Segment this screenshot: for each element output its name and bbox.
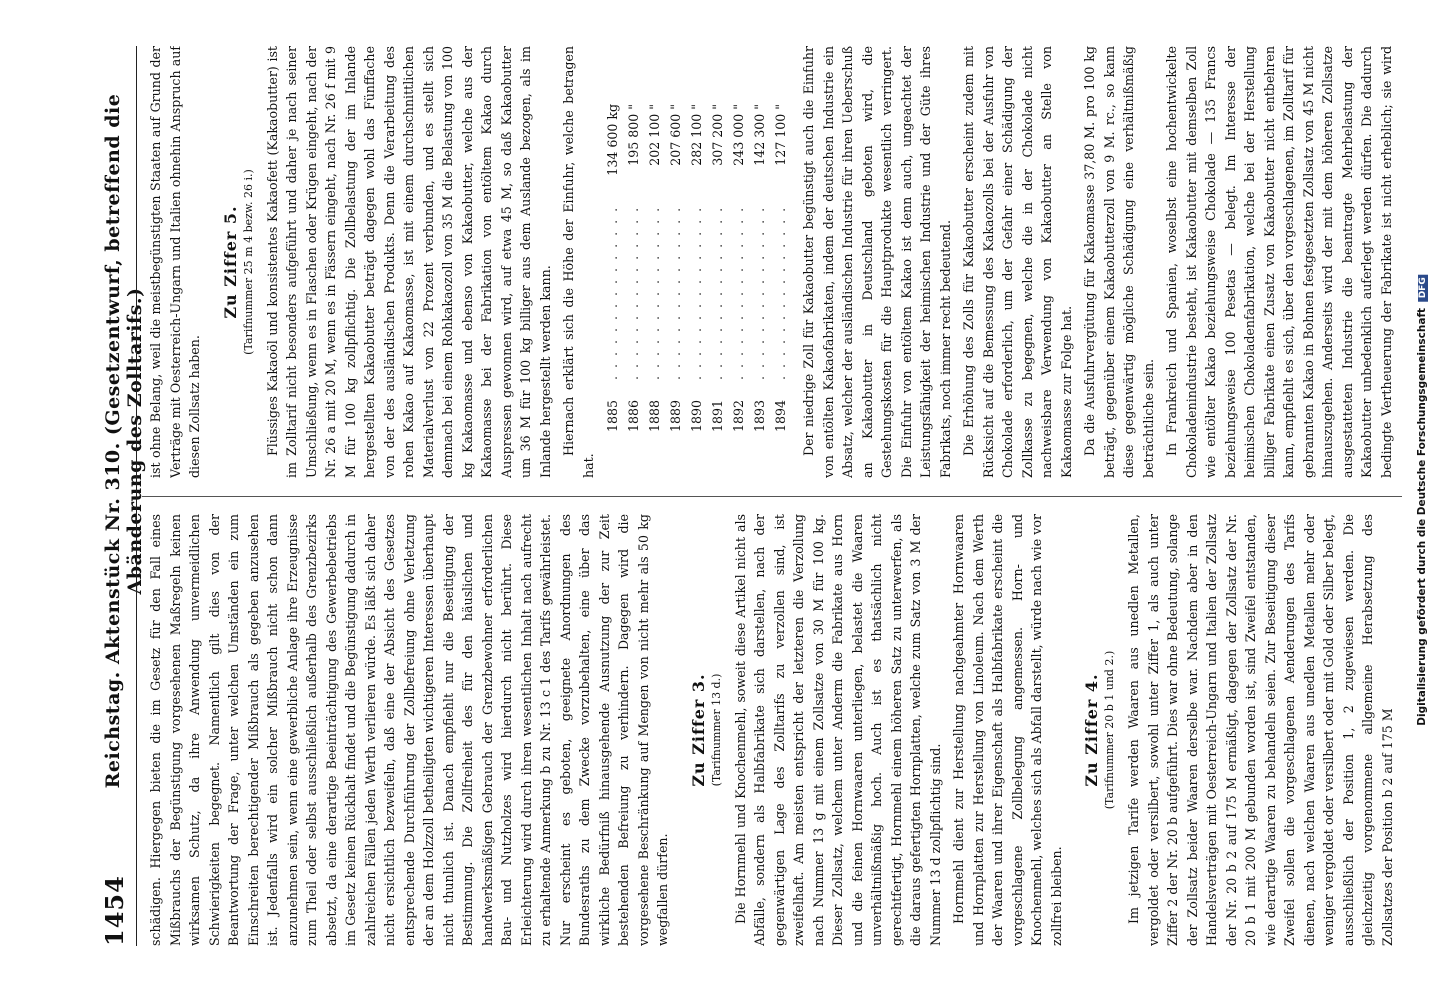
section-heading: Zu Ziffer 4. bbox=[1082, 673, 1101, 787]
import-row bbox=[665, 98, 686, 438]
import-value: 195 800 " bbox=[626, 103, 641, 166]
paragraph: Der niedrige Zoll für Kakaobutter begünstigt auch die Einfuhr von entölten Kakaofabrikaten, indem der deutschen Industrie ein Absatz, welcher der ausländischen Industrie für ihren Ueberschuß an Kakaobutter in Deutschland geboten wird, die Gestehungskosten für die Hauptprodukte wesentlich verringert. Die Einfuhr von entöltem Kakao ist denn auch, ungeachtet der Leistungsfähigkeit der heimischen Industrie und der Güte ihres Fabrikats, noch immer recht bedeutend. bbox=[801, 46, 953, 478]
import-value: 142 300 " bbox=[752, 103, 767, 166]
running-title: Reichstag. Aktenstück Nr. 310. (Gesetzentwurf, betreffend die Abänderung des Zolltarifs.) bbox=[102, 93, 146, 789]
section-subheading: (Tarifnummer 13 d.) bbox=[709, 673, 723, 787]
import-row bbox=[623, 98, 644, 438]
leader-dots: . . . . . . . . . . . . . . . bbox=[647, 205, 662, 380]
paragraph: ist ohne Belang, weil die meistbegünstigten Staaten auf Grund der Verträge mit Oesterreich-Ungarn und Italien ohnehin Anspruch auf diesen Zollsatz haben. bbox=[148, 46, 202, 478]
paragraph: In Frankreich und Spanien, woselbst eine hochentwickelte Chokoladenindustrie besteht, ist Kakaobutter mit demselben Zoll wie entölter Kakao beziehungsweise Chokolade — 135 Francs beziehungsweise 100 Pesetas — belegt. Im Interesse der heimischen Chokoladenfabrikation, welche bei der Herstellung billiger Fabrikate einen Zusatz von Kakaobutter nicht entbehren kann, empfiehlt es sich, über den vorgeschlagenen, im Zolltarif für gebrannten Kakao in Bohnen festgesetzten Zollsatz von 45 M nicht hinauszugehen. Anderseits wird der mit dem höheren Zollsatze ausgestatteten Industrie die beantragte Mehrbelastung der Kakaobutter unbedenklich auferlegt werden dürfen. Die dadurch bedingte Vertheuerung der Fabrikate ist nicht erheblich; sie wird bbox=[1164, 46, 1394, 478]
paragraph: schädigen. Hiergegen bieten die im Gesetz für den Fall eines Mißbrauchs der Begünstigung vorgesehenen Maßregeln keinen wirksamen Schutz, da ihre Anwendung unvermeidlichen Schwierigkeiten begegnet. Namentlich gilt dies von der Beantwortung der Frage, unter welchen Umständen ein zum Einschreiten berechtigender Mißbrauch als gegeben anzusehen ist. Jedenfalls wird ein solcher Mißbrauch nicht schon dann anzunehmen sein, wenn eine gewerbliche Anlage ihre Erzeugnisse zum Theil oder selbst ausschließlich außerhalb des Grenzbezirks absetzt, da eine derartige Beeinträchtigung des Gewerbebetriebs im Gesetz keinen Rückhalt findet und die Begünstigung dadurch in zahlreichen Fällen jeden Werth verlieren würde. Es läßt sich daher nicht ersichtlich bezweifeln, daß eine der Absicht des Gesetzes entsprechende Durchführung der Zollbefreiung ohne Verletzung der an dem Holzzoll betheiligten wichtigeren Interessen überhaupt nicht thunlich ist. Danach empfiehlt nur die Beseitigung der Bestimmung. Die Zollfreiheit des für den häuslichen und handwerksmäßigen Gebrauch der Grenzbewohner erforderlichen Bau- und Nutzholzes wird hierdurch nicht berührt. Diese Erleichterung wird durch ihren wesentlichen Inhalt nach aufrecht zu erhaltende Anmerkung b zu Nr. 13 c 1 des Tarifs gewährleistet. Nur erscheint es geboten, geeignete Anordnungen des Bundesraths zu dem Zwecke vorzubehalten, eine über das wirkliche Bedürfniß hinausgehende Ausnutzung der zur Zeit bestehenden Befreiung zu verhindern. Dagegen wird die vorgesehene Beschränkung auf Mengen von nicht mehr als 50 kg wegfallen dürfen. bbox=[148, 514, 670, 946]
section-subheading: (Tarifnummer 20 b 1 und 2.) bbox=[1103, 650, 1116, 810]
import-row bbox=[749, 98, 770, 438]
leader-dots: . . . . . . . . . . . . . . . bbox=[605, 205, 620, 380]
import-value: 307 200 " bbox=[710, 103, 725, 166]
import-row bbox=[644, 98, 665, 438]
left-column bbox=[146, 514, 1396, 946]
import-value: 134 600 kg bbox=[605, 103, 620, 176]
page-number: 1454 bbox=[100, 875, 129, 946]
import-row bbox=[728, 98, 749, 438]
dfg-note-text: Digitalisierung gefördert durch die Deutsche Forschungsgemeinschaft bbox=[1416, 307, 1428, 726]
import-year: 1894 bbox=[773, 399, 788, 432]
import-value: 282 100 " bbox=[689, 103, 704, 166]
leader-dots: . . . . . . . . . . . . . . . bbox=[626, 205, 641, 380]
section-heading: Zu Ziffer 3. bbox=[688, 673, 708, 787]
import-year: 1893 bbox=[752, 399, 767, 432]
section-subheading: (Tarifnummer 25 m 4 bezw. 26 i.) bbox=[241, 169, 255, 355]
import-row bbox=[707, 98, 728, 438]
leader-dots: . . . . . . . . . . . . . . . bbox=[731, 205, 746, 380]
import-year: 1892 bbox=[731, 399, 746, 432]
import-year: 1889 bbox=[668, 399, 683, 432]
leader-dots: . . . . . . . . . . . . . . . bbox=[668, 205, 683, 380]
import-year: 1885 bbox=[605, 399, 620, 432]
import-value: 202 100 " bbox=[647, 103, 662, 166]
leader-dots: . . . . . . . . . . . . . . . bbox=[773, 205, 788, 380]
import-row bbox=[686, 98, 707, 438]
import-year: 1890 bbox=[689, 399, 704, 432]
import-row bbox=[770, 98, 791, 438]
page-header bbox=[96, 46, 146, 946]
leader-dots: . . . . . . . . . . . . . . . bbox=[689, 205, 704, 380]
header-rule bbox=[136, 46, 137, 946]
paragraph: Hornmehl dient zur Herstellung nachgeahmter Hornwaaren und Hornplatten zur Herstellung von Linoleum. Nach dem Werth der Waaren und ihrer Eigenschaft als Halbfabrikate erscheint die vorgeschlagene Zollbelegung angemessen. Horn- und Knochenmehl, welches sich als Abfall darstellt, würde nach wie vor zollfrei bleiben. bbox=[951, 514, 1064, 946]
paragraph: Da die Ausfuhrvergütung für Kakaomasse 37,80 M. pro 100 kg beträgt, gegenüber einem Kakaobutterzoll von 9 M. rc., so kann diese gegenwärtig mögliche Schädigung eine verhältnißmäßig beträchtliche sein. bbox=[1082, 46, 1156, 478]
document-page bbox=[96, 46, 1416, 946]
section-heading: Zu Ziffer 5. bbox=[220, 205, 240, 319]
paragraph: Die Hornmehl und Knochenmehl, soweit diese Artikel nicht als Abfälle, sondern als Halbfabrikate sich darstellen, nach der gegenwärtigen Lage des Zolltarifs zu verzollen sind, ist zweifelhaft. Am meisten entspricht der letzteren die Verzollung nach Nummer 13 g mit einem Zollsatze von 30 M für 100 kg. Dieser Zollsatz, welchem unter Anderm die Fabrikate aus Horn und die feinen Hornwaaren unterliegen, belastet die Waaren unverhältnißmäßig hoch. Auch ist es thatsächlich nicht gerechtfertigt, Hornmehl einem höheren Satz zu unterwerfen, als die daraus gefertigten Hornplatten, welche zum Satz von 3 M der Nummer 13 d zollpflichtig sind. bbox=[732, 514, 943, 946]
import-value: 243 000 " bbox=[731, 103, 746, 166]
leader-dots: . . . . . . . . . . . . . . . bbox=[710, 205, 725, 380]
import-row bbox=[602, 98, 623, 438]
import-year: 1891 bbox=[710, 399, 725, 432]
right-column bbox=[146, 46, 1396, 478]
import-year: 1886 bbox=[626, 399, 641, 432]
paragraph: Die Erhöhung des Zolls für Kakaobutter erscheint zudem mit Rücksicht auf die Bemessung des Kakaozolls bei der Ausfuhr von Chokolade erforderlich, um der Gefahr einer Schädigung der Zollkasse zu begegnen, welche die in der Chokolade nicht nachweisbare Verwendung von Kakaobutter an Stelle von Kakaomasse zur Folge hat. bbox=[961, 46, 1074, 478]
import-value: 127 100 " bbox=[773, 103, 788, 166]
paragraph: Im jetzigen Tarife werden Waaren aus unedlen Metallen, vergoldet oder versilbert, sowohl unter Ziffer 1, als auch unter Ziffer 2 der Nr. 20 b aufgeführt. Dies war ohne Bedeutung, solange der Zollsatz beider Waaren derselbe war. Nachdem aber in den Handelsverträgen mit Oesterreich-Ungarn und Italien der Zollsatz der Nr. 20 b 2 auf 175 M ermäßigt, dagegen der Zollsatz der Nr. 20 b 1 mit 200 M gebunden worden ist, sind Zweifel entstanden, wie derartige Waaren zu behandeln seien. Zur Beseitigung dieser Zweifel sollen die vorgeschlagenen Aenderungen des Tarifs dienen, nach welchen Waaren aus unedlen Metallen mehr oder weniger vergoldet oder versilbert oder mit Gold oder Silber belegt, ausschließlich der Position 1, 2 zugewiesen werden. Die gleichzeitig vorgenommene allgemeine Herabsetzung des Zollsatzes der Position b 2 auf 175 M bbox=[1126, 514, 1395, 946]
import-table bbox=[602, 98, 791, 438]
import-value: 207 600 " bbox=[668, 103, 683, 166]
paragraph: Hiernach erklärt sich die Höhe der Einfuhr, welche betragen hat. bbox=[561, 46, 596, 478]
import-year: 1888 bbox=[647, 399, 662, 432]
column-divider bbox=[142, 496, 1402, 497]
dfg-badge: DFG bbox=[1418, 274, 1428, 301]
paragraph: Flüssiges Kakaoöl und konsistentes Kakaofett (Kakaobutter) ist im Zolltarif nicht besonders aufgeführt und daher je nach seiner Umschließung, wenn es in Flaschen oder Krügen eingeht, nach der Nr. 26 a mit 20 M, wenn es in Fässern eingeht, nach Nr. 26 f mit 9 M für 100 kg zollpflichtig. Die Zollbelastung der im Inlande hergestellten Kakaobutter beträgt dagegen wohl das Fünffache von der des ausländischen Produkts. Denn die Verarbeitung des rohen Kakao auf Kakaomasse, ist mit einem durchschnittlichen Materialverlust von 22 Prozent verbunden, und es stellt sich demnach bei einem Rohkakaozoll von 35 M die Belastung von 100 kg Kakaomasse und ebenso von Kakaobutter, welche aus der Kakaomasse bei der Fabrikation von entöltem Kakao durch Auspressen gewonnen wird, auf etwa 45 M, so daß Kakaobutter um 36 M für 100 kg billiger aus dem Auslande bezogen, als im Inlande hergestellt werden kann. bbox=[264, 46, 553, 478]
dfg-note bbox=[1416, 274, 1428, 725]
leader-dots: . . . . . . . . . . . . . . . bbox=[752, 205, 767, 380]
